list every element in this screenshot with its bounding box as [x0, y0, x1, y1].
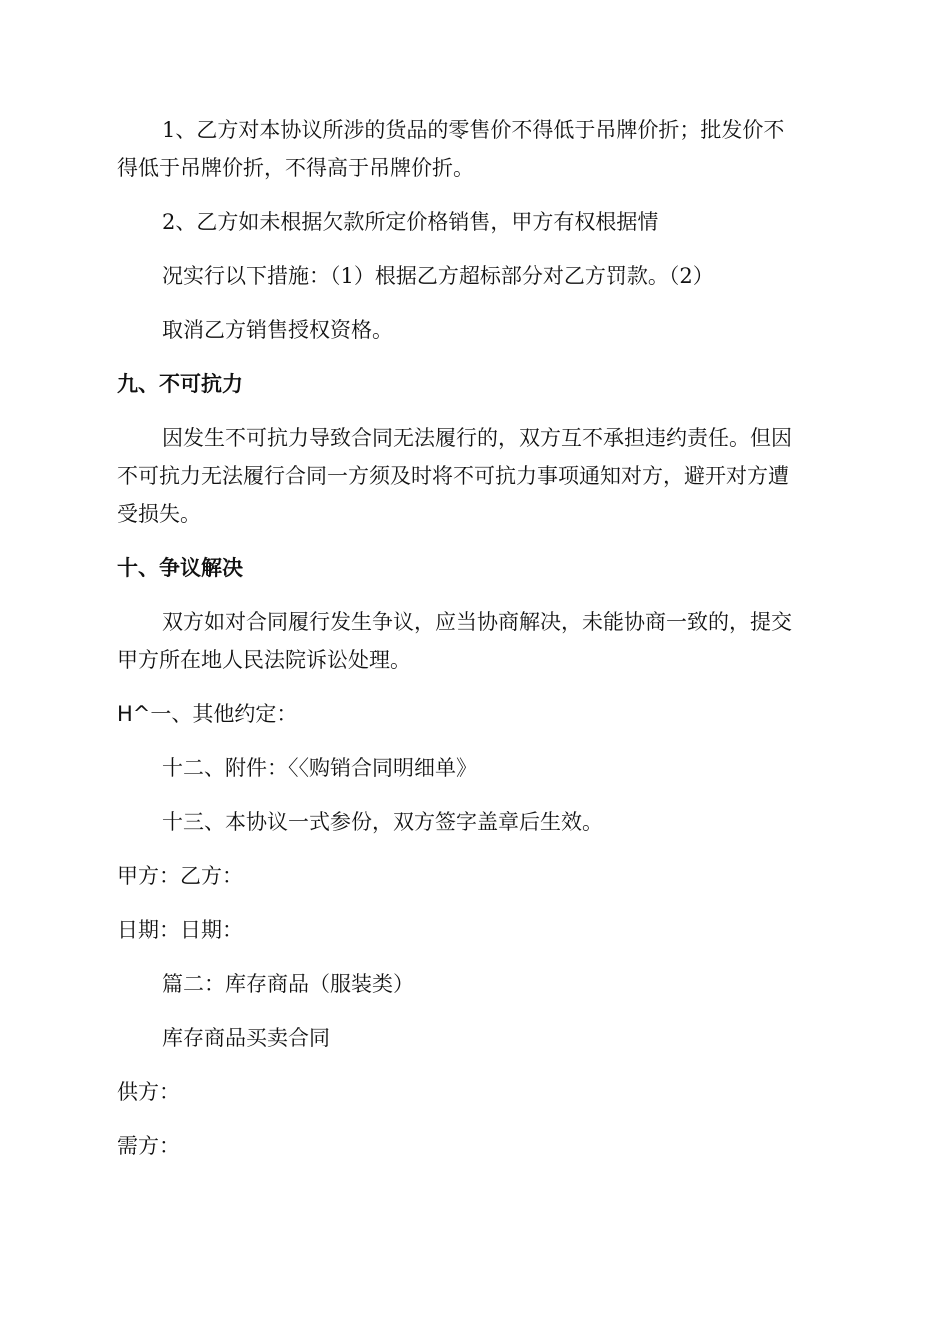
clause-8-1-line-2: 得低于吊牌价折，不得高于吊牌价折。	[117, 156, 474, 180]
contract-title: 库存商品买卖合同	[162, 1026, 330, 1050]
force-majeure-line-2: 不可抗力无法履行合同一方须及时将不可抗力事项通知对方，避开对方遭	[117, 464, 789, 488]
force-majeure-line-3: 受损失。	[117, 502, 201, 526]
clause-8-2-line-3: 取消乙方销售授权资格。	[162, 318, 393, 342]
clause-8-1-line-1: 1、乙方对本协议所涉的货品的零售价不得低于吊牌价折；批发价不	[162, 118, 785, 142]
dispute-line-1: 双方如对合同履行发生争议，应当协商解决，未能协商一致的，提交	[162, 610, 792, 634]
buyer-label: 需方：	[117, 1134, 180, 1158]
clause-effectiveness: 十三、本协议一式参份，双方签字盖章后生效。	[162, 810, 603, 834]
supplier-label: 供方：	[117, 1080, 180, 1104]
signature-parties-line: 甲方：乙方：	[117, 864, 243, 888]
chapter-two-title: 篇二：库存商品（服装类）	[162, 972, 414, 996]
force-majeure-line-1: 因发生不可抗力导致合同无法履行的，双方互不承担违约责任。但因	[162, 426, 792, 450]
clause-attachments: 十二、附件：〈〈购销合同明细单》	[162, 756, 477, 780]
section-heading-dispute-resolution: 十、争议解决	[117, 556, 243, 580]
clause-8-2-line-2: 况实行以下措施：（1）根据乙方超标部分对乙方罚款。（2）	[162, 264, 714, 288]
section-heading-force-majeure: 九、不可抗力	[117, 372, 243, 396]
section-heading-other-agreements: H^一、其他约定：	[117, 702, 298, 726]
signature-dates-line: 日期：日期：	[117, 918, 243, 942]
clause-8-2-line-1: 2、乙方如未根据欠款所定价格销售，甲方有权根据情	[162, 210, 659, 234]
dispute-line-2: 甲方所在地人民法院诉讼处理。	[117, 648, 411, 672]
